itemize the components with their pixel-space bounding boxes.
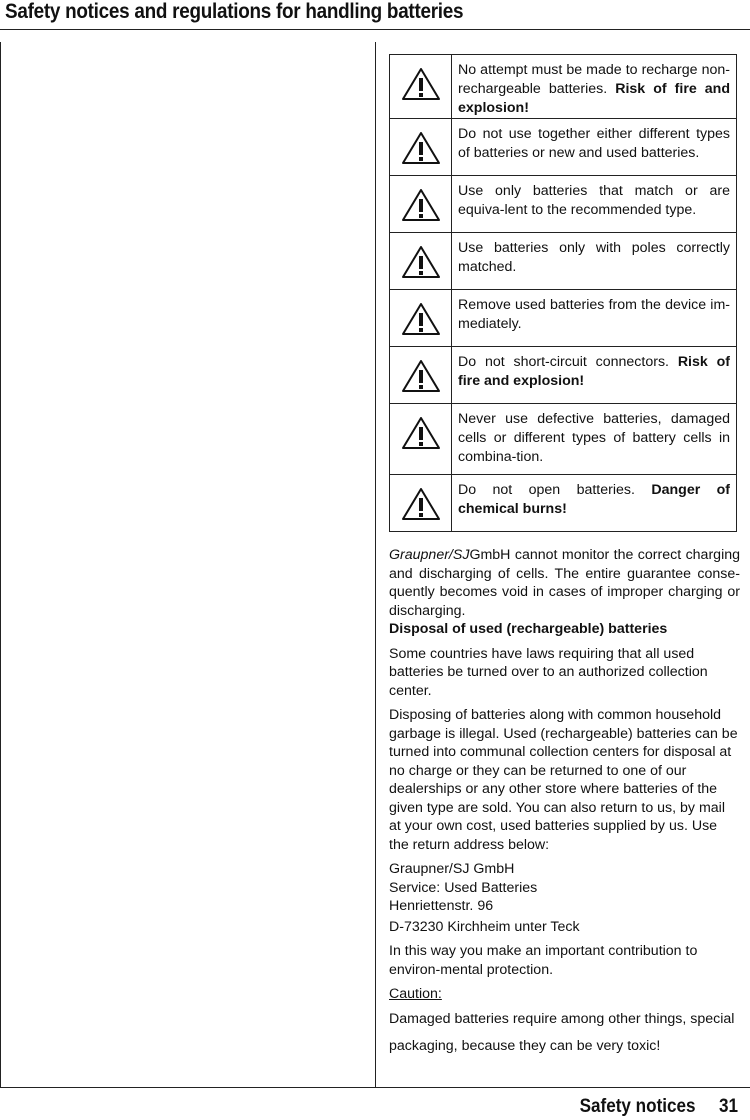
column-divider	[375, 42, 376, 1088]
warning-row	[390, 290, 737, 347]
warning-icon	[401, 487, 441, 521]
warning-icon-cell	[390, 176, 452, 233]
page-title: Safety notices and regulations for handling batteries	[5, 0, 464, 23]
warning-plain: Do not open batteries.	[458, 482, 652, 498]
warning-text	[452, 55, 737, 119]
warning-row	[390, 347, 737, 404]
warning-plain: Do not use together either different types of batteries or new and used batteries.	[458, 126, 730, 161]
warning-icon	[401, 302, 441, 336]
disposal-heading: Disposal of used (rechargeable) batteries	[389, 621, 668, 637]
warning-text	[452, 347, 737, 404]
address-block	[389, 860, 740, 916]
footer-rule	[0, 1087, 750, 1088]
warning-icon	[401, 416, 441, 450]
warning-emphasis: Risk of fire and explosion!	[458, 81, 730, 116]
warning-icon-cell	[390, 290, 452, 347]
warning-emphasis: Danger of chemical burns!	[458, 482, 731, 517]
warning-icon	[401, 188, 441, 222]
warning-row	[390, 404, 737, 475]
warning-plain: Use batteries only with poles correctly matched.	[458, 240, 730, 275]
page-footer	[580, 1096, 738, 1118]
warning-icon-cell	[390, 233, 452, 290]
warning-plain: Do not short-circuit connectors.	[458, 354, 678, 370]
caution-text	[389, 1006, 740, 1060]
warning-icon-cell	[390, 404, 452, 475]
warning-icon-cell	[390, 475, 452, 532]
warning-row	[390, 233, 737, 290]
warning-icon-cell	[390, 55, 452, 119]
caution-line: packaging, because they can be very toxic!	[389, 1037, 661, 1054]
warning-plain: Never use defective batteries, damaged cells or different types of battery cells in combina-tion.	[458, 411, 730, 465]
address-line: Service: Used Batteries	[389, 879, 538, 896]
body-text	[389, 546, 740, 1066]
caution-line: Damaged batteries require among other things, special	[389, 1010, 735, 1027]
warning-icon	[401, 245, 441, 279]
warning-icon	[401, 359, 441, 393]
caution-label: Caution:	[389, 986, 442, 1002]
warning-text	[452, 176, 737, 233]
address-city: D-73230 Kirchheim unter Teck	[389, 918, 580, 935]
warning-table	[389, 54, 737, 532]
warning-text	[452, 475, 737, 532]
contribution-paragraph: In this way you make an important contribution to environ-mental protection.	[389, 943, 698, 978]
warning-emphasis: Risk of fire and explosion!	[458, 354, 730, 389]
warning-plain: No attempt must be made to recharge non-rechargeable batteries.	[458, 62, 730, 97]
header-rule	[0, 29, 750, 30]
warning-text	[452, 233, 737, 290]
guarantee-paragraph	[389, 546, 740, 620]
warning-row	[390, 119, 737, 176]
warning-icon	[401, 67, 441, 101]
disposing-paragraph: Disposing of batteries along with common household garbage is illegal. Used (rechargeable) batteries can be turned into communal collection centers for disposal at no charge or they can be returned to one of our dealerships or any other store where batteries of the given type are sold. You can also return to us, by mail at your own cost, used batteries supplied by us. Use the return address below:	[389, 707, 738, 853]
warning-icon	[401, 131, 441, 165]
warning-text	[452, 119, 737, 176]
warning-icon-cell	[390, 347, 452, 404]
footer-section: Safety notices	[579, 1096, 696, 1117]
warning-row	[390, 475, 737, 532]
guarantee-brand: Graupner/SJ	[389, 547, 470, 563]
warning-text	[452, 290, 737, 347]
warning-row	[390, 55, 737, 119]
warning-text	[452, 404, 737, 475]
warning-row	[390, 176, 737, 233]
laws-paragraph: Some countries have laws requiring that all used batteries be turned over to an authorized collection center.	[389, 645, 708, 699]
warning-plain: Use only batteries that match or are equiva-lent to the recommended type.	[458, 183, 730, 218]
address-line: Henriettenstr. 96	[389, 898, 494, 914]
page-number: 31	[718, 1096, 738, 1117]
warning-icon-cell	[390, 119, 452, 176]
address-line: Graupner/SJ GmbH	[389, 861, 515, 877]
guarantee-text: GmbH cannot monitor the correct charging and discharging of cells. The entire guarantee conse-quently becomes void in cases of improper charging or discharging.	[389, 547, 740, 619]
left-margin-rule	[0, 42, 1, 1088]
warning-plain: Remove used batteries from the device im-mediately.	[458, 297, 730, 332]
